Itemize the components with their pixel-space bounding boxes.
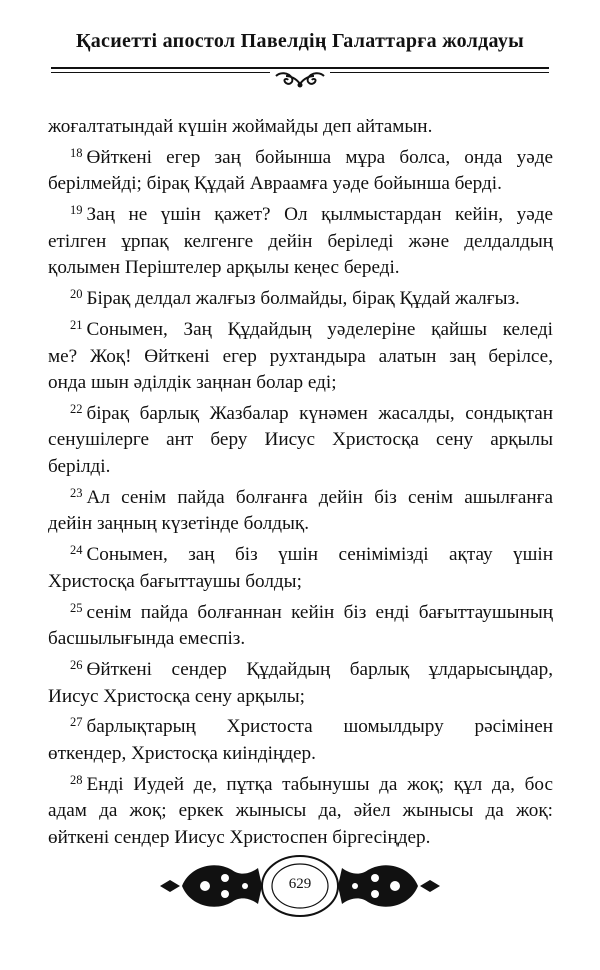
verse-number: 21 [70, 317, 83, 332]
text-line [48, 401, 553, 428]
text-line [48, 255, 553, 282]
verse-23 [48, 485, 553, 538]
line-text: Ал сенім пайда болғанға дейін біз сенім ашылғанға [86, 486, 553, 508]
text-line [48, 145, 553, 172]
line-text: Сонымен, заң біз үшін сенімімізді ақтау үшін [86, 544, 553, 566]
line-text: өткендер, Христосқа киіндіңдер. [48, 742, 316, 764]
text-line [48, 714, 553, 741]
scripture-text [48, 114, 553, 856]
verse-number: 26 [70, 657, 83, 672]
text-line [48, 741, 553, 768]
line-text: Сонымен, Заң Құдайдың уәделеріне қайшы келеді [86, 318, 553, 340]
text-line [48, 772, 553, 799]
line-text: барлықтарың Христоста шомылдыру рәсімінен [86, 716, 553, 738]
line-text: Иисус Христосқа сену арқылы; [48, 685, 305, 707]
verse-27 [48, 714, 553, 767]
verse-number: 23 [70, 485, 83, 500]
verse-20 [48, 286, 553, 313]
text-line [48, 569, 553, 596]
verse-21 [48, 317, 553, 397]
line-text: Енді Иудей де, пұтқа табынушы да жоқ; құл да, бос [86, 773, 553, 795]
line-text: берілді. [48, 456, 111, 478]
text-line [48, 684, 553, 711]
verse-28 [48, 772, 553, 852]
header-ornament-icon [270, 70, 330, 90]
page-number: 629 [288, 876, 312, 892]
line-text: Өйткені сендер Құдайдың барлық ұлдарысыңдар, [86, 658, 553, 680]
line-text: онда шын әділдік заңнан болар еді; [48, 372, 337, 394]
text-line [48, 454, 553, 481]
running-header: Қасиетті апостол Павелдің Галаттарға жолдауы [75, 30, 525, 52]
verse-number: 27 [70, 715, 83, 730]
line-text: дейін заңның күзетінде болдық. [48, 513, 310, 535]
text-line [48, 171, 553, 198]
line-text: сенушілерге ант беру Иисус Христосқа сену арқылы [48, 429, 553, 451]
text-line [48, 229, 553, 256]
verse-number: 28 [70, 772, 83, 787]
text-line [48, 370, 553, 397]
line-text: Бірақ делдал жалғыз болмайды, бірақ Құдай жалғыз. [86, 288, 520, 310]
verse-22 [48, 401, 553, 481]
line-text: өйткені сендер Иисус Христоспен біргесіңдер. [48, 826, 431, 848]
verse-25 [48, 600, 553, 653]
verse-19 [48, 202, 553, 282]
verse-24 [48, 542, 553, 595]
line-text: жоғалтатындай күшін жоймайды деп айтамын. [48, 116, 433, 137]
line-text: берілмейді; бірақ Құдай Авраамға уәде бойынша берді. [48, 173, 502, 195]
text-line [48, 600, 553, 627]
line-text: Христосқа бағыттаушы болды; [48, 570, 302, 592]
line-text: басшылығында емеспіз. [48, 628, 246, 650]
line-text: сенім пайда болғаннан кейін біз енді бағыттаушының [86, 601, 553, 623]
verse-number: 18 [70, 145, 83, 160]
verse-18 [48, 145, 553, 198]
text-line [48, 344, 553, 371]
verse-number: 22 [70, 401, 83, 416]
text-line [48, 485, 553, 512]
text-line [48, 542, 553, 569]
verse-26 [48, 657, 553, 710]
verse-number: 20 [70, 287, 83, 302]
verse-number: 24 [70, 543, 83, 558]
line-text: Заң не үшін қажет? Ол қылмыстардан кейін, уәде [86, 204, 553, 226]
text-line [48, 286, 553, 313]
text-line [48, 657, 553, 684]
text-line [48, 511, 553, 538]
line-text: ме? Жоқ! Өйткені егер рухтандыра алатын заң берілсе, [48, 345, 553, 367]
verse-number: 19 [70, 203, 83, 218]
text-line [48, 825, 553, 852]
line-text: етілген ұрпақ келгенге дейін беріледі және делдалдың [48, 230, 553, 252]
line-text: Өйткені егер заң бойынша мұра болса, онда уәде [86, 146, 553, 168]
text-line [48, 427, 553, 454]
text-line [48, 202, 553, 229]
line-text: қолымен Періштелер арқылы кеңес береді. [48, 257, 400, 279]
text-line [48, 114, 553, 141]
verse-number: 25 [70, 600, 83, 615]
header-rule [51, 67, 549, 69]
verse-continuation [48, 114, 553, 141]
text-line [48, 626, 553, 653]
line-text: адам да жоқ; еркек жынысы да, әйел жынысы да жоқ: [48, 800, 553, 822]
text-line [48, 317, 553, 344]
line-text: бірақ барлық Жазбалар күнәмен жасалды, сондықтан [86, 402, 553, 424]
text-line [48, 798, 553, 825]
